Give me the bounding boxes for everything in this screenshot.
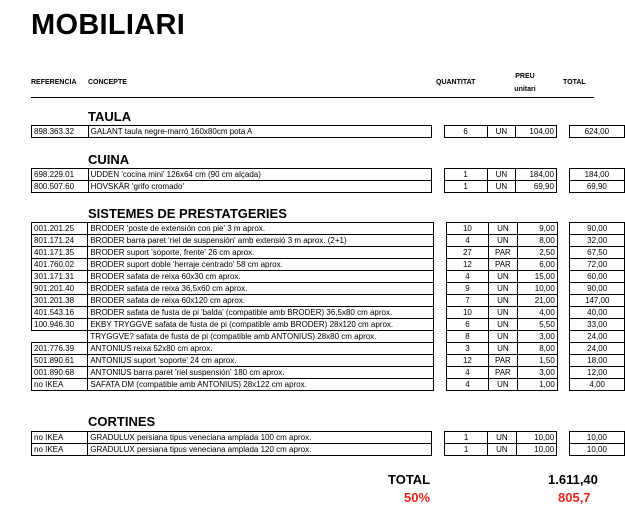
cell-ref: 501.890.61 xyxy=(32,355,88,367)
cell-price: 1,50 xyxy=(517,355,557,367)
cell-total: 147,00 xyxy=(570,295,625,307)
total-label: TOTAL xyxy=(388,472,431,487)
cell-qty: 10 xyxy=(446,307,488,319)
cell-desc: BRODER barra paret 'riel de suspensión' amb extensió 3 m aprox. (2+1) xyxy=(88,235,434,247)
cell-unit: UN xyxy=(487,181,516,193)
cell-total: 40,00 xyxy=(570,307,625,319)
table-row xyxy=(32,223,625,235)
cell-ref: 001.201.25 xyxy=(32,223,88,235)
header-total: TOTAL xyxy=(563,79,586,86)
cell-ref: 698.229.01 xyxy=(32,169,89,181)
header-preu-line1: PREU xyxy=(515,73,535,80)
section-title-taula: TAULA xyxy=(88,109,132,124)
header-preu xyxy=(512,72,538,94)
cell-qty: 4 xyxy=(446,271,488,283)
cell-unit: PAR xyxy=(489,259,518,271)
cell-total: 18,00 xyxy=(570,355,625,367)
cell-desc: TRYGGVE? safata de fusta de pi (compatible amb ANTONIUS) 28x80 cm aprox. xyxy=(88,331,434,343)
cell-ref: no IKEA xyxy=(32,444,88,456)
cell-qty: 8 xyxy=(446,331,488,343)
cell-ref: 301.171.31 xyxy=(32,271,88,283)
table-row xyxy=(32,355,625,367)
cell-desc: BRODER 'poste de extensión con pie' 3 m aprox. xyxy=(88,223,434,235)
table-cuina xyxy=(31,168,625,193)
cell-price: 8,00 xyxy=(517,235,557,247)
table-row xyxy=(32,343,625,355)
cell-desc: BRODER safata de reixa 60x30 cm aprox. xyxy=(88,271,434,283)
section-title-cuina: CUINA xyxy=(88,152,130,167)
header-rule xyxy=(31,97,594,98)
cell-desc: GRADULUX persiana tipus veneciana amplada 100 cm aprox. xyxy=(88,432,432,444)
cell-total: 67,50 xyxy=(570,247,625,259)
cell-total: 624,00 xyxy=(569,126,624,138)
cell-unit: PAR xyxy=(489,355,518,367)
cell-total: 90,00 xyxy=(570,223,625,235)
cell-qty: 7 xyxy=(446,295,488,307)
cell-desc: BRODER safata de fusta de pi 'balda' (compatible amb BRODER) 36,5x80 cm aprox. xyxy=(88,307,434,319)
table-taula xyxy=(31,125,625,138)
cell-unit: UN xyxy=(487,126,516,138)
table-row xyxy=(32,331,625,343)
cell-unit: UN xyxy=(489,295,518,307)
cell-price: 184,00 xyxy=(516,169,557,181)
table-row xyxy=(32,319,625,331)
cell-price: 9,00 xyxy=(517,223,557,235)
cell-qty: 4 xyxy=(446,379,488,391)
cell-total: 90,00 xyxy=(570,283,625,295)
table-row xyxy=(32,295,625,307)
table-row xyxy=(32,379,625,391)
header-preu-line2: unitari xyxy=(514,86,536,93)
table-row xyxy=(32,307,625,319)
cell-desc: ANTONIUS reixa 52x80 cm aprox. xyxy=(88,343,434,355)
cell-unit: UN xyxy=(489,271,518,283)
cell-price: 3,00 xyxy=(517,331,557,343)
percent-label: 50% xyxy=(404,490,431,505)
percent-value: 805,7 xyxy=(558,490,591,505)
cell-qty: 3 xyxy=(446,343,488,355)
cell-qty: 9 xyxy=(446,283,488,295)
cell-price: 69,90 xyxy=(516,181,557,193)
table-sistemes xyxy=(31,222,625,391)
cell-price: 104,00 xyxy=(516,126,557,138)
cell-desc: BRODER suport 'soporte, frente' 26 cm aprox. xyxy=(88,247,434,259)
cell-unit: UN xyxy=(489,379,518,391)
cell-total: 60,00 xyxy=(570,271,625,283)
header-concepte: CONCEPTE xyxy=(88,79,127,86)
cell-desc: EKBY TRYGGVE safata de fusta de pi (compatible amb BRODER) 28x120 cm aprox. xyxy=(88,319,434,331)
table-row xyxy=(32,126,625,138)
cell-qty: 27 xyxy=(446,247,488,259)
cell-ref: no IKEA xyxy=(32,379,88,391)
cell-qty: 10 xyxy=(446,223,488,235)
cell-ref: no IKEA xyxy=(32,432,88,444)
cell-ref: 901.201.40 xyxy=(32,283,88,295)
cell-price: 6,00 xyxy=(517,259,557,271)
cell-ref: 100.946.30 xyxy=(32,319,88,331)
cell-price: 8,00 xyxy=(517,343,557,355)
table-cortines xyxy=(31,431,625,456)
cell-ref xyxy=(32,331,88,343)
cell-unit: UN xyxy=(489,331,518,343)
cell-unit: UN xyxy=(489,283,518,295)
cell-desc: ANTONIUS suport 'soporte' 24 cm aprox. xyxy=(88,355,434,367)
cell-unit: UN xyxy=(487,169,516,181)
cell-unit: UN xyxy=(489,319,518,331)
table-row xyxy=(32,444,625,456)
cell-unit: UN xyxy=(489,343,518,355)
header-quantitat: QUANTITAT xyxy=(436,79,476,86)
cell-desc: HOVSKÄR 'grifo cromado' xyxy=(88,181,431,193)
cell-total: 10,00 xyxy=(569,444,624,456)
cell-price: 3,00 xyxy=(517,367,557,379)
cell-ref: 801.171.24 xyxy=(32,235,88,247)
cell-price: 15,00 xyxy=(517,271,557,283)
table-row xyxy=(32,283,625,295)
section-title-sistemes: SISTEMES DE PRESTATGERIES xyxy=(88,206,287,221)
cell-ref: 401.543.16 xyxy=(32,307,88,319)
cell-unit: UN xyxy=(488,432,517,444)
cell-price: 5,50 xyxy=(517,319,557,331)
cell-ref: 898.363.32 xyxy=(32,126,89,138)
cell-unit: PAR xyxy=(489,247,518,259)
table-row xyxy=(32,271,625,283)
cell-qty: 1 xyxy=(445,444,488,456)
table-row xyxy=(32,259,625,271)
table-row xyxy=(32,432,625,444)
cell-total: 10,00 xyxy=(569,432,624,444)
cell-total: 4,00 xyxy=(570,379,625,391)
cell-qty: 1 xyxy=(445,432,488,444)
cell-total: 184,00 xyxy=(569,169,624,181)
cell-desc: BRODER safata de reixa 36,5x60 cm aprox. xyxy=(88,283,434,295)
cell-desc: UDDEN 'cocina mini' 126x64 cm (90 cm alçada) xyxy=(88,169,431,181)
table-row xyxy=(32,235,625,247)
cell-ref: 301.201.38 xyxy=(32,295,88,307)
table-row xyxy=(32,181,625,193)
cell-qty: 4 xyxy=(446,367,488,379)
cell-qty: 6 xyxy=(444,126,487,138)
cell-unit: UN xyxy=(489,223,518,235)
table-row xyxy=(32,247,625,259)
cell-price: 2,50 xyxy=(517,247,557,259)
cell-price: 10,00 xyxy=(516,444,556,456)
cell-qty: 12 xyxy=(446,259,488,271)
cell-desc: BRODER safata de reixa 60x120 cm aprox. xyxy=(88,295,434,307)
cell-ref: 401.171.35 xyxy=(32,247,88,259)
cell-qty: 1 xyxy=(444,181,487,193)
cell-unit: UN xyxy=(489,235,518,247)
cell-total: 24,00 xyxy=(570,331,625,343)
cell-qty: 4 xyxy=(446,235,488,247)
cell-ref: 800.507.60 xyxy=(32,181,89,193)
cell-price: 1,00 xyxy=(517,379,557,391)
page-title: MOBILIARI xyxy=(31,9,186,41)
cell-desc: GRADULUX persiana tipus veneciana amplada 120 cm aprox. xyxy=(88,444,432,456)
cell-total: 33,00 xyxy=(570,319,625,331)
cell-price: 21,00 xyxy=(517,295,557,307)
total-value: 1.611,40 xyxy=(548,472,598,487)
cell-price: 10,00 xyxy=(517,283,557,295)
cell-desc: ANTONIUS barra paret 'riel suspensión' 180 cm aprox. xyxy=(88,367,434,379)
cell-unit: UN xyxy=(488,444,517,456)
cell-qty: 6 xyxy=(446,319,488,331)
cell-ref: 001.890.68 xyxy=(32,367,88,379)
cell-unit: PAR xyxy=(489,367,518,379)
cell-price: 10,00 xyxy=(516,432,556,444)
table-row xyxy=(32,169,625,181)
cell-unit: UN xyxy=(489,307,518,319)
header-referencia: REFERENCIA xyxy=(31,79,77,86)
cell-qty: 1 xyxy=(444,169,487,181)
cell-total: 24,00 xyxy=(570,343,625,355)
cell-qty: 12 xyxy=(446,355,488,367)
cell-desc: GALANT taula negre-marró 160x80cm pota A xyxy=(88,126,431,138)
cell-desc: SAFATA DM (compatible amb ANTONIUS) 28x122 cm aprox. xyxy=(88,379,434,391)
section-title-cortines: CORTINES xyxy=(88,414,156,429)
cell-ref: 201.776.39 xyxy=(32,343,88,355)
cell-total: 69,90 xyxy=(569,181,624,193)
table-row xyxy=(32,367,625,379)
cell-total: 72,00 xyxy=(570,259,625,271)
cell-total: 32,00 xyxy=(570,235,625,247)
cell-total: 12,00 xyxy=(570,367,625,379)
cell-desc: BRODER suport doble 'herraje centrado' 58 cm aprox. xyxy=(88,259,434,271)
cell-ref: 401.760.02 xyxy=(32,259,88,271)
cell-price: 4,00 xyxy=(517,307,557,319)
